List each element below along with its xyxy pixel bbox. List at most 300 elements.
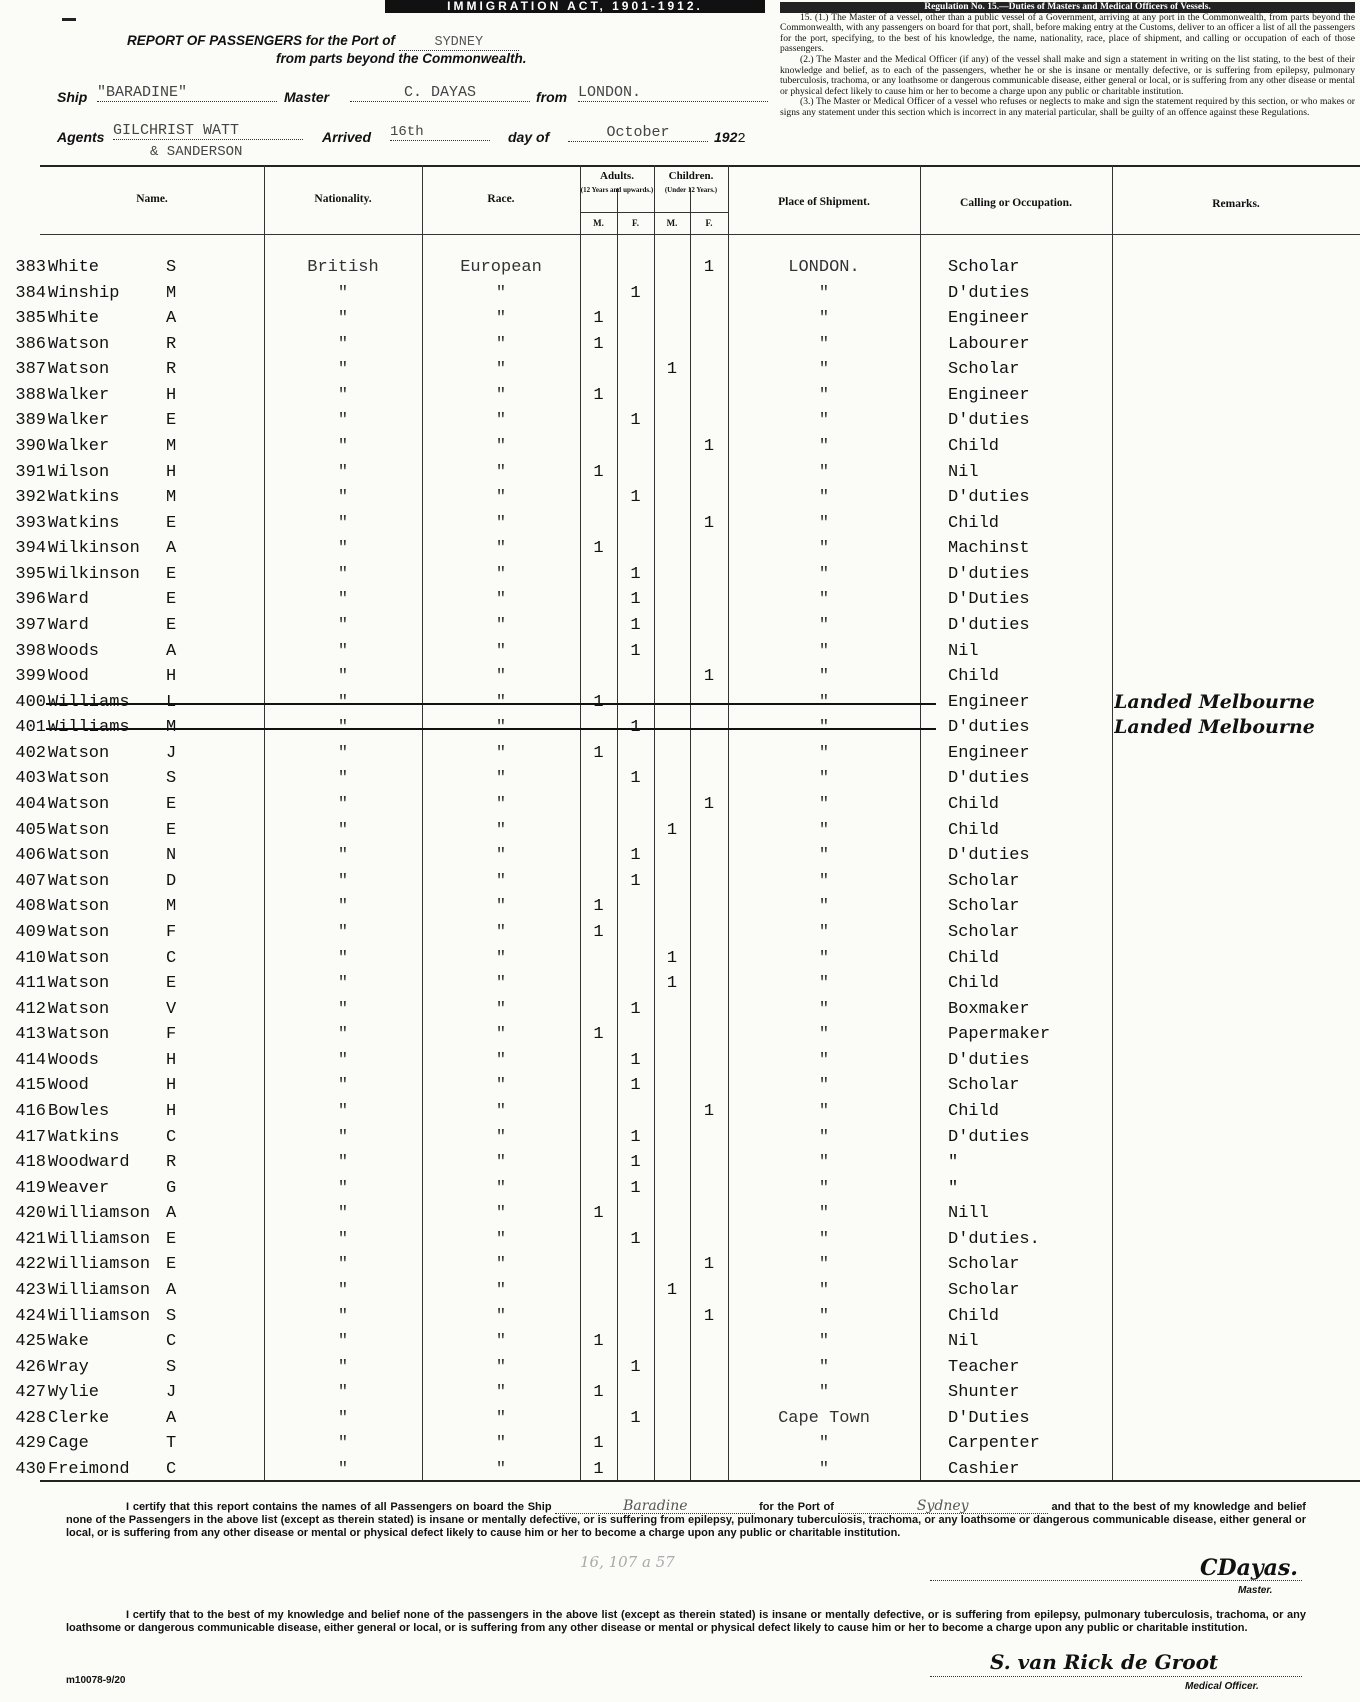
col-header-name: Name. <box>136 193 168 205</box>
adult-male-cell: 1 <box>593 923 604 942</box>
table-row <box>0 1281 1360 1303</box>
nationality-cell: " <box>337 1409 349 1428</box>
race-cell: " <box>495 386 507 405</box>
month-field[interactable]: October <box>568 124 708 142</box>
row-number: 422 <box>15 1255 46 1274</box>
master-signature-label: Master. <box>1238 1585 1273 1596</box>
col-rule-race <box>580 165 581 1480</box>
occupation-cell: Engineer <box>948 693 1030 712</box>
initial-cell: J <box>166 744 177 763</box>
shipment-cell: " <box>818 463 830 482</box>
shipment-cell: " <box>818 897 830 916</box>
nationality-cell: " <box>337 744 349 763</box>
table-row <box>0 1102 1360 1124</box>
initial-cell: E <box>166 565 177 584</box>
nationality-cell: " <box>337 1434 349 1453</box>
surname-cell: Watson <box>48 923 110 942</box>
shipment-cell: " <box>818 846 830 865</box>
shipment-cell: " <box>818 642 830 661</box>
adult-female-cell: 1 <box>630 769 641 788</box>
nationality-cell: " <box>337 411 349 430</box>
row-number: 414 <box>15 1051 46 1070</box>
initial-cell: M <box>166 437 177 456</box>
race-cell: " <box>495 923 507 942</box>
initial-cell: S <box>166 258 177 277</box>
adult-female-cell: 1 <box>630 488 641 507</box>
row-number: 385 <box>15 309 46 328</box>
initial-cell: A <box>166 539 177 558</box>
race-cell: " <box>495 590 507 609</box>
race-cell: " <box>495 1204 507 1223</box>
initial-cell: C <box>166 949 177 968</box>
adult-female-cell: 1 <box>630 1230 641 1249</box>
nationality-cell: " <box>337 872 349 891</box>
occupation-cell: D'duties <box>948 846 1030 865</box>
table-bottom-rule <box>40 1480 1360 1482</box>
shipment-cell: " <box>818 1332 830 1351</box>
table-row <box>0 335 1360 357</box>
col-header-child-m: M. <box>666 218 678 228</box>
race-cell: " <box>495 718 507 737</box>
row-number: 397 <box>15 616 46 635</box>
race-cell: " <box>495 1409 507 1428</box>
nationality-cell: " <box>337 974 349 993</box>
row-number: 423 <box>15 1281 46 1300</box>
col-header-occupation: Calling or Occupation. <box>960 197 1072 209</box>
initial-cell: E <box>166 974 177 993</box>
child-male-cell: 1 <box>666 360 678 379</box>
race-cell: " <box>495 693 507 712</box>
adult-female-cell: 1 <box>630 565 641 584</box>
table-row <box>0 309 1360 331</box>
nationality-cell: " <box>337 335 349 354</box>
shipment-cell: " <box>818 616 830 635</box>
table-row <box>0 1076 1360 1098</box>
table-row <box>0 1383 1360 1405</box>
child-male-cell: 1 <box>666 1281 678 1300</box>
shipment-cell: " <box>818 1230 830 1249</box>
table-row <box>0 667 1360 689</box>
occupation-cell: Carpenter <box>948 1434 1040 1453</box>
master-cert-port[interactable]: Sydney <box>838 1500 1048 1514</box>
adult-male-cell: 1 <box>593 335 604 354</box>
adult-female-cell: 1 <box>630 1128 641 1147</box>
race-cell: " <box>495 565 507 584</box>
from-field[interactable]: LONDON. <box>578 84 768 102</box>
initial-cell: S <box>166 1358 177 1377</box>
table-top-rule <box>40 165 1360 167</box>
adult-female-cell: 1 <box>630 616 641 635</box>
table-row <box>0 1153 1360 1175</box>
port-field[interactable]: SYDNEY <box>399 35 519 51</box>
race-cell: " <box>495 949 507 968</box>
initial-cell: A <box>166 1204 177 1223</box>
surname-cell: Watson <box>48 821 110 840</box>
agents-field[interactable]: GILCHRIST WATT <box>113 122 303 140</box>
adult-female-cell: 1 <box>630 718 641 737</box>
race-cell: " <box>495 897 507 916</box>
master-signature: CDayas. <box>1200 1555 1298 1581</box>
surname-cell: Watson <box>48 795 110 814</box>
occupation-cell: Scholar <box>948 1281 1020 1300</box>
race-cell: " <box>495 1128 507 1147</box>
adult-female-cell: 1 <box>630 1051 641 1070</box>
table-row <box>0 795 1360 817</box>
row-number: 417 <box>15 1128 46 1147</box>
occupation-cell: Nil <box>948 642 979 661</box>
form-number: m10078-9/20 <box>66 1675 126 1686</box>
table-row <box>0 488 1360 510</box>
row-number: 426 <box>15 1358 46 1377</box>
nationality-cell: " <box>337 897 349 916</box>
surname-cell: Williamson <box>48 1204 151 1223</box>
nationality-cell: " <box>337 1000 349 1019</box>
initial-cell: E <box>166 1255 177 1274</box>
surname-cell: Wood <box>48 1076 89 1095</box>
table-row <box>0 411 1360 433</box>
shipment-cell: " <box>818 1000 830 1019</box>
occupation-cell: Child <box>948 1307 1000 1326</box>
race-cell: " <box>495 1332 507 1351</box>
surname-cell: Watson <box>48 769 110 788</box>
row-number: 391 <box>15 463 46 482</box>
shipment-cell: " <box>818 769 830 788</box>
initial-cell: C <box>166 1128 177 1147</box>
occupation-cell: D'Duties <box>948 590 1030 609</box>
initial-cell: E <box>166 1230 177 1249</box>
race-cell: " <box>495 1000 507 1019</box>
race-cell: " <box>495 642 507 661</box>
master-field[interactable]: C. DAYAS <box>350 84 530 102</box>
nationality-cell: " <box>337 1383 349 1402</box>
nationality-cell: " <box>337 488 349 507</box>
adult-female-cell: 1 <box>630 590 641 609</box>
surname-cell: Watson <box>48 360 110 379</box>
table-row <box>0 949 1360 971</box>
race-cell: " <box>495 1230 507 1249</box>
shipment-cell: " <box>818 1025 830 1044</box>
occupation-cell: D'duties <box>948 1051 1030 1070</box>
race-cell: " <box>495 1102 507 1121</box>
adult-male-cell: 1 <box>593 744 604 763</box>
table-row <box>0 616 1360 638</box>
initial-cell: E <box>166 514 177 533</box>
initial-cell: A <box>166 309 177 328</box>
shipment-cell: " <box>818 514 830 533</box>
adult-female-cell: 1 <box>630 1000 641 1019</box>
initial-cell: J <box>166 1383 177 1402</box>
race-cell: " <box>495 411 507 430</box>
nationality-cell: " <box>337 309 349 328</box>
row-number: 399 <box>15 667 46 686</box>
regulations-text <box>780 2 1355 119</box>
surname-cell: Woods <box>48 1051 100 1070</box>
col-header-adults: Adults. <box>600 170 634 182</box>
regulation-15-1: 15. (1.) The Master of a vessel, other than a public vessel of a Government, arriving at any port in the Commonwealth, from parts beyond the Commonwealth, with any passengers on board for that port, shall, before making entry at the Customs, deliver to an officer a list of all the passengers for the port, specifying, to the best of his knowledge, the name, nationality, race, place of shipment, and calling or occupation of each of those passengers. <box>780 11 1355 55</box>
shipment-cell: " <box>818 1179 830 1198</box>
race-cell: " <box>495 437 507 456</box>
nationality-cell: " <box>337 693 349 712</box>
row-number: 416 <box>15 1102 46 1121</box>
occupation-cell: Child <box>948 795 1000 814</box>
table-row <box>0 1434 1360 1456</box>
initial-cell: E <box>166 590 177 609</box>
adult-female-cell: 1 <box>630 872 641 891</box>
row-number: 392 <box>15 488 46 507</box>
row-number: 395 <box>15 565 46 584</box>
col-header-remarks: Remarks. <box>1212 198 1260 210</box>
row-number: 408 <box>15 897 46 916</box>
race-cell: " <box>495 1153 507 1172</box>
race-cell: " <box>495 974 507 993</box>
row-number: 409 <box>15 923 46 942</box>
shipment-cell: " <box>818 386 830 405</box>
day-of-label: day of <box>508 129 550 145</box>
race-cell: " <box>495 821 507 840</box>
shipment-cell: " <box>818 309 830 328</box>
adult-male-cell: 1 <box>593 693 604 712</box>
initial-cell: N <box>166 846 177 865</box>
report-title <box>127 33 519 51</box>
occupation-cell: D'duties <box>948 718 1030 737</box>
race-cell: " <box>495 1281 507 1300</box>
arrived-day-field[interactable]: 16th <box>390 124 490 141</box>
medical-signature-line <box>930 1676 1302 1677</box>
table-row <box>0 360 1360 382</box>
surname-cell: Williams <box>48 693 130 712</box>
race-cell: " <box>495 360 507 379</box>
surname-cell: Wood <box>48 667 89 686</box>
adult-male-cell: 1 <box>593 1204 604 1223</box>
shipment-cell: " <box>818 284 830 303</box>
adult-female-cell: 1 <box>630 411 641 430</box>
row-number: 389 <box>15 411 46 430</box>
table-row <box>0 590 1360 612</box>
table-row <box>0 284 1360 306</box>
occupation-cell: Nill <box>948 1204 989 1223</box>
remarks-cell: Landed Melbourne <box>1114 691 1315 713</box>
occupation-cell: D'duties <box>948 284 1030 303</box>
shipment-cell: " <box>818 667 830 686</box>
shipment-cell: " <box>818 872 830 891</box>
occupation-cell: D'duties <box>948 488 1030 507</box>
row-number: 383 <box>15 258 46 277</box>
initial-cell: E <box>166 616 177 635</box>
adult-male-cell: 1 <box>593 309 604 328</box>
nationality-cell: " <box>337 284 349 303</box>
report-subtitle: from parts beyond the Commonwealth. <box>276 51 527 66</box>
surname-cell: Cage <box>48 1434 89 1453</box>
initial-cell: A <box>166 642 177 661</box>
surname-cell: Watkins <box>48 488 120 507</box>
race-cell: " <box>495 872 507 891</box>
nationality-cell: " <box>337 1460 349 1479</box>
table-header-rule <box>40 234 1360 235</box>
adult-male-cell: 1 <box>593 1025 604 1044</box>
year-prefix: 192 <box>714 129 738 145</box>
table-row <box>0 821 1360 843</box>
row-number: 419 <box>15 1179 46 1198</box>
col-rule-shipment <box>920 165 921 1480</box>
row-number: 393 <box>15 514 46 533</box>
shipment-cell: " <box>818 565 830 584</box>
initial-cell: E <box>166 795 177 814</box>
occupation-cell: Child <box>948 667 1000 686</box>
col-rule-cf <box>728 165 729 1480</box>
row-number: 387 <box>15 360 46 379</box>
race-cell: " <box>495 284 507 303</box>
adult-female-cell: 1 <box>630 284 641 303</box>
initial-cell: M <box>166 488 177 507</box>
row-number: 430 <box>15 1460 46 1479</box>
surname-cell: Williamson <box>48 1255 151 1274</box>
surname-cell: Watson <box>48 897 110 916</box>
child-female-cell: 1 <box>703 1307 715 1326</box>
surname-cell: Winship <box>48 284 120 303</box>
surname-cell: Walker <box>48 437 110 456</box>
race-cell: " <box>495 463 507 482</box>
race-cell: " <box>495 1179 507 1198</box>
surname-cell: Weaver <box>48 1179 110 1198</box>
race-cell: " <box>495 1051 507 1070</box>
col-rule-nationality <box>422 165 423 1480</box>
agents-field-line2: & SANDERSON <box>150 144 243 160</box>
shipment-cell: " <box>818 744 830 763</box>
child-female-cell: 1 <box>703 437 715 456</box>
shipment-cell: " <box>818 1460 830 1479</box>
adult-male-cell: 1 <box>593 463 604 482</box>
row-number: 428 <box>15 1409 46 1428</box>
nationality-cell: " <box>337 1255 349 1274</box>
master-cert-ship[interactable]: Baradine <box>555 1500 755 1514</box>
race-cell: " <box>495 1434 507 1453</box>
nationality-cell: " <box>337 437 349 456</box>
race-cell: " <box>495 1076 507 1095</box>
row-number: 425 <box>15 1332 46 1351</box>
occupation-cell: Child <box>948 1102 1000 1121</box>
surname-cell: Watson <box>48 974 110 993</box>
surname-cell: Watkins <box>48 1128 120 1147</box>
nationality-cell: " <box>337 1281 349 1300</box>
surname-cell: Wilkinson <box>48 539 140 558</box>
agents-label: Agents <box>57 129 105 145</box>
initial-cell: E <box>166 411 177 430</box>
surname-cell: Walker <box>48 411 110 430</box>
row-number: 401 <box>15 718 46 737</box>
ship-field[interactable]: "BARADINE" <box>97 84 277 102</box>
shipment-cell: " <box>818 821 830 840</box>
initial-cell: H <box>166 1051 177 1070</box>
row-number: 405 <box>15 821 46 840</box>
table-row <box>0 1358 1360 1380</box>
surname-cell: White <box>48 258 100 277</box>
race-cell: " <box>495 1460 507 1479</box>
child-male-cell: 1 <box>666 821 678 840</box>
table-row <box>0 846 1360 868</box>
nationality-cell: " <box>337 923 349 942</box>
surname-cell: Walker <box>48 386 110 405</box>
race-cell: " <box>495 795 507 814</box>
shipment-cell: " <box>818 1128 830 1147</box>
occupation-cell: Cashier <box>948 1460 1020 1479</box>
initial-cell: H <box>166 1102 177 1121</box>
initial-cell: M <box>166 284 177 303</box>
race-cell: " <box>495 1307 507 1326</box>
row-number: 404 <box>15 795 46 814</box>
race-cell: " <box>495 488 507 507</box>
nationality-cell: " <box>337 539 349 558</box>
surname-cell: Watson <box>48 949 110 968</box>
col-header-children-sub: (Under 12 Years.) <box>664 186 718 194</box>
race-cell: " <box>495 1255 507 1274</box>
surname-cell: Watson <box>48 1000 110 1019</box>
nationality-cell: " <box>337 1179 349 1198</box>
master-certificate <box>66 1500 1306 1540</box>
table-row <box>0 1204 1360 1226</box>
adult-female-cell: 1 <box>630 846 641 865</box>
occupation-cell: Child <box>948 821 1000 840</box>
surname-cell: Ward <box>48 616 89 635</box>
race-cell: " <box>495 1383 507 1402</box>
adult-male-cell: 1 <box>593 897 604 916</box>
surname-cell: Bowles <box>48 1102 110 1121</box>
col-rule-am <box>617 188 618 1480</box>
nationality-cell: " <box>337 1332 349 1351</box>
year-suffix: 2 <box>737 131 746 147</box>
initial-cell: V <box>166 1000 177 1019</box>
shipment-cell: " <box>818 437 830 456</box>
pencil-note: 16, 107 a 57 <box>580 1553 675 1571</box>
col-header-child-f: F. <box>705 218 713 228</box>
occupation-cell: Child <box>948 514 1000 533</box>
shipment-cell: LONDON. <box>788 258 860 277</box>
occupation-cell: Scholar <box>948 258 1020 277</box>
child-female-cell: 1 <box>703 1255 715 1274</box>
nationality-cell: " <box>337 1153 349 1172</box>
table-row <box>0 1179 1360 1201</box>
col-rule-occupation <box>1112 165 1113 1480</box>
row-number: 384 <box>15 284 46 303</box>
surname-cell: Watson <box>48 846 110 865</box>
row-number: 406 <box>15 846 46 865</box>
adult-female-cell: 1 <box>630 642 641 661</box>
surname-cell: Watson <box>48 872 110 891</box>
initial-cell: F <box>166 923 177 942</box>
arrived-label: Arrived <box>322 129 372 145</box>
ship-label: Ship <box>57 89 88 105</box>
initial-cell: S <box>166 769 177 788</box>
occupation-cell: D'duties. <box>948 1230 1040 1249</box>
col-header-shipment: Place of Shipment. <box>778 196 870 208</box>
surname-cell: Wray <box>48 1358 89 1377</box>
shipment-cell: Cape Town <box>778 1409 870 1428</box>
table-row <box>0 1025 1360 1047</box>
row-number: 411 <box>15 974 46 993</box>
row-number: 420 <box>15 1204 46 1223</box>
initial-cell: G <box>166 1179 177 1198</box>
surname-cell: Williamson <box>48 1230 151 1249</box>
child-male-cell: 1 <box>666 974 678 993</box>
row-number: 388 <box>15 386 46 405</box>
master-cert-body: and that to the best of my knowledge and belief none of the Passengers in the above list (except as therein stated) is insane or mentally defective, or is suffering from epilepsy, pulmonary tuberculosis, trachoma, or any loathsome or dangerous communicable disease, either general or local, or is suffering from any other disease or mental or physical defect likely to cause him or her to become a charge upon any public or charitable institution. <box>66 1501 1306 1539</box>
col-header-adults-sub: (12 Years and upwards.) <box>580 186 654 194</box>
surname-cell: Williamson <box>48 1307 151 1326</box>
col-rule-cm <box>690 188 691 1480</box>
surname-cell: Williamson <box>48 1281 151 1300</box>
occupation-cell: Engineer <box>948 744 1030 763</box>
race-cell: " <box>495 1025 507 1044</box>
initial-cell: F <box>166 1025 177 1044</box>
